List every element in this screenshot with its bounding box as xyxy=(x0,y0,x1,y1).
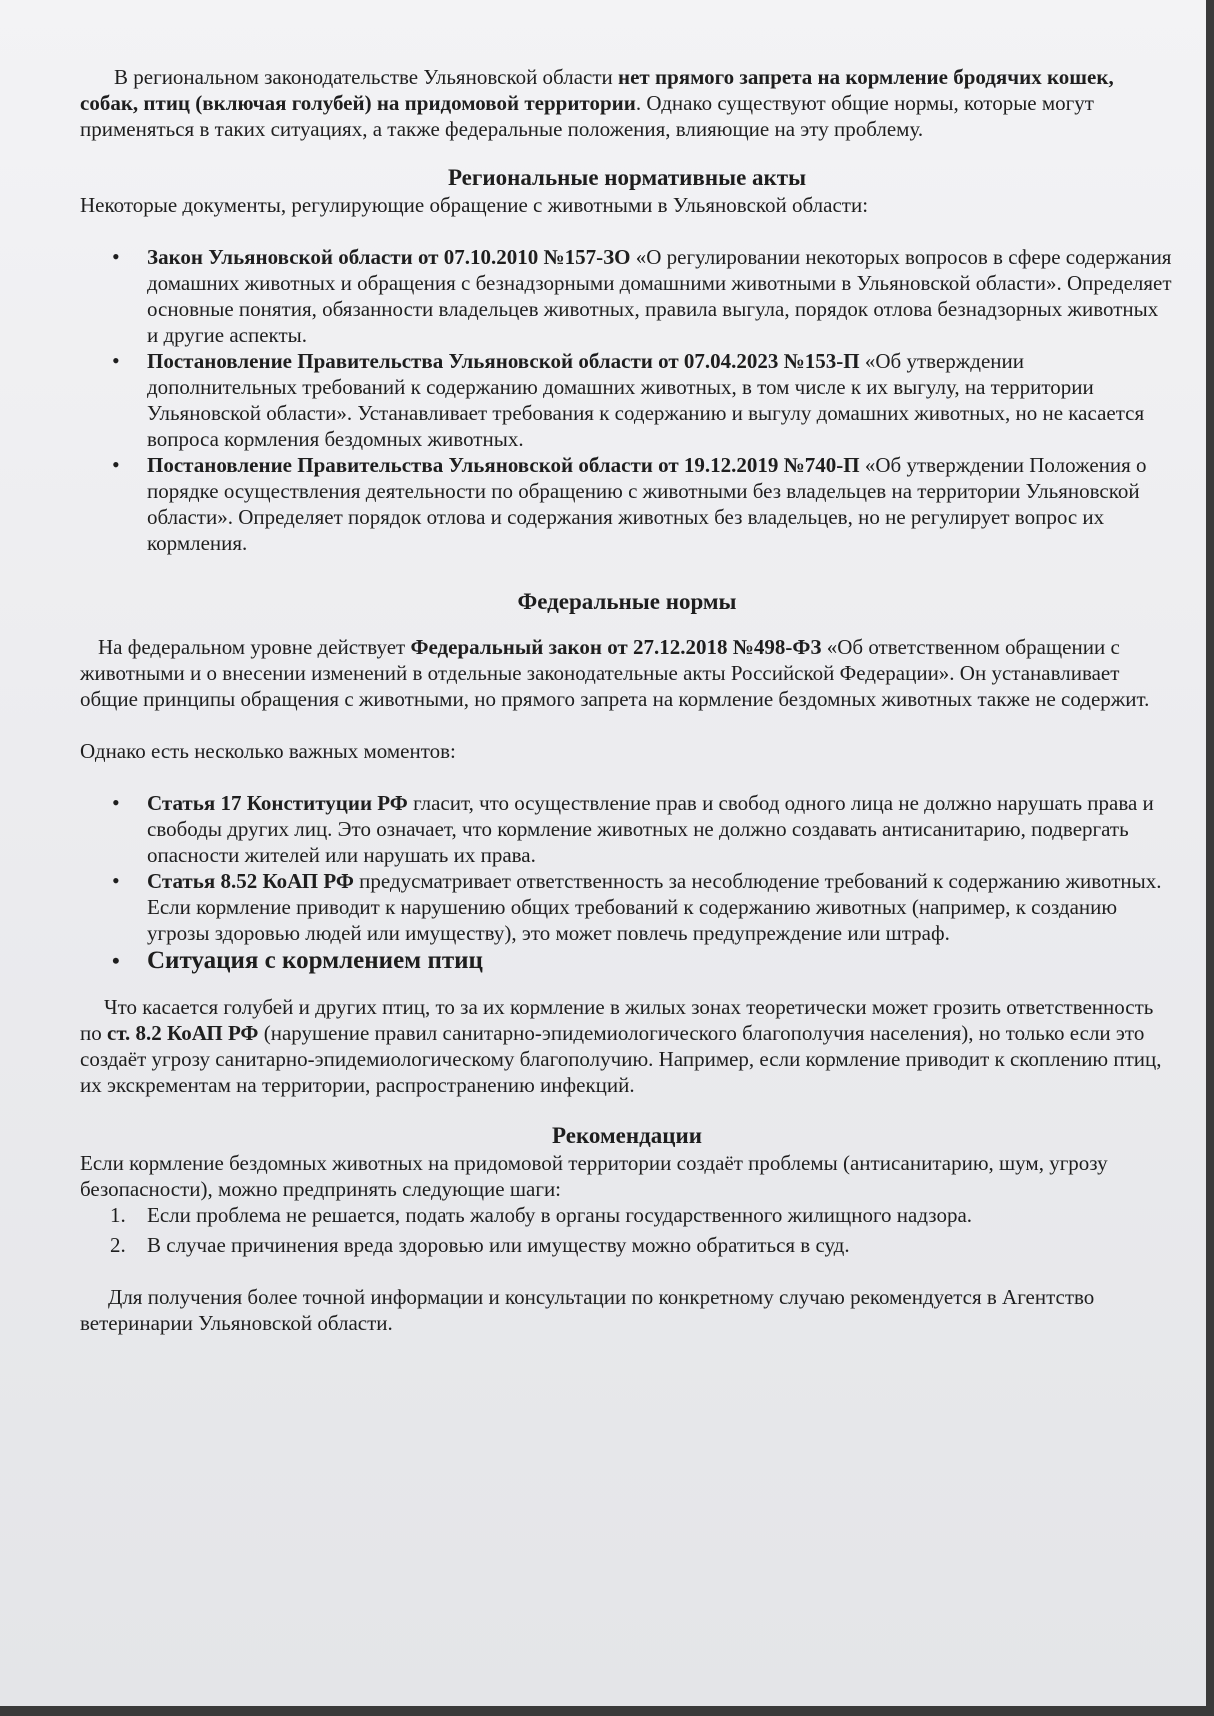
recommendations-heading: Рекомендации xyxy=(552,1123,702,1148)
birds-text-2: (нарушение правил санитарно-эпидемиологического благополучия населения), но только если это создаёт угрозу санитарно-эпидемиологическому благополучию. Например, если кормление приводит к скоплению птиц, их экскрементам на территории, распространению инфекций. xyxy=(80,1021,1162,1097)
moment-item-text: предусматривает ответственность за несоблюдение требований к содержанию животных. Если кормление приводит к нарушению общих требований к содержанию животных (например, к созданию угрозы здоровью людей или имуществу), это может повлечь предупреждение или штраф. xyxy=(147,869,1162,945)
moment-item-bold: Статья 17 Конституции РФ xyxy=(147,791,408,815)
recommendation-text: Если проблема не решается, подать жалобу в органы государственного жилищного надзора. xyxy=(147,1203,973,1227)
regional-item-text: «Об утверждении Положения о порядке осуществления деятельности по обращению с животными без владельцев на территории Ульяновской области». Определяет порядок отлова и содержания животных без владельцев, но не регулирует вопрос их кормления. xyxy=(147,453,1147,555)
moment-item xyxy=(80,790,1174,868)
moment-item-bold: Статья 8.52 КоАП РФ xyxy=(147,869,354,893)
regional-item xyxy=(80,244,1174,348)
regional-item-bold: Постановление Правительства Ульяновской области от 19.12.2019 №740-П xyxy=(147,453,860,477)
intro-bold: нет прямого запрета на кормление бродячих кошек, собак, птиц (включая голубей) на придомовой территории xyxy=(80,65,1114,115)
regional-lead: Некоторые документы, регулирующие обращение с животными в Ульяновской области: xyxy=(80,193,869,217)
federal-heading: Федеральные нормы xyxy=(517,589,737,614)
recommendation-number: 1. xyxy=(110,1203,126,1227)
recommendation-item xyxy=(80,1202,1174,1228)
regional-list xyxy=(80,244,1174,556)
intro-text-1: В региональном законодательстве Ульяновской области xyxy=(114,65,619,89)
moments-lead: Однако есть несколько важных моментов: xyxy=(80,739,456,763)
regional-item-text: «Об утверждении дополнительных требований к содержанию домашних животных, в том числе к их выгулу, на территории Ульяновской области». Устанавливает требования к содержанию и выгулу домашних животных, но не касается вопроса кормления бездомных животных. xyxy=(147,349,1145,451)
moments-list xyxy=(80,790,1174,976)
recommendation-text: В случае причинения вреда здоровью или имуществу можно обратиться в суд. xyxy=(147,1233,850,1257)
recommendation-item xyxy=(80,1232,1174,1258)
recommendation-number: 2. xyxy=(110,1233,126,1257)
recommendations-lead: Если кормление бездомных животных на придомовой территории создаёт проблемы (антисанитарию, шум, угрозу безопасности), можно предпринять следующие шаги: xyxy=(80,1151,1108,1201)
recommendations-list xyxy=(80,1202,1174,1258)
birds-heading: • Ситуация с кормлением птиц xyxy=(80,946,1174,976)
federal-bold: Федеральный закон от 27.12.2018 №498-ФЗ xyxy=(410,635,822,659)
federal-text-2: «Об ответственном обращении с животными и о внесении изменений в отдельные законодательные акты Российской Федерации». Он устанавливает общие принципы обращения с животными, но прямого запрета на кормление бездомных животных также не содержит. xyxy=(80,635,1150,711)
moment-item-text: гласит, что осуществление прав и свобод одного лица не должно нарушать права и свободы других лиц. Это означает, что кормление животных не должно создавать антисанитарию, подвергать опасности жителей или нарушать их права. xyxy=(147,791,1154,867)
birds-paragraph xyxy=(80,994,1174,1098)
birds-bold: ст. 8.2 КоАП РФ xyxy=(107,1021,259,1045)
moment-item xyxy=(80,868,1174,946)
intro-paragraph xyxy=(80,64,1174,142)
birds-text-1: Что касается голубей и других птиц, то за их кормление в жилых зонах теоретически может грозить ответственность по xyxy=(80,995,1154,1045)
regional-item xyxy=(80,348,1174,452)
closing-paragraph: Для получения более точной информации и консультации по конкретному случаю рекомендуется в Агентство ветеринарии Ульяновской области. xyxy=(80,1285,1095,1335)
regional-item-text: «О регулировании некоторых вопросов в сфере содержания домашних животных и обращения с безнадзорными домашними животными в Ульяновской области». Определяет основные понятия, обязанности владельцев животных, правила выгула, порядок отлова безнадзорных животных и другие аспекты. xyxy=(147,245,1172,347)
regional-item xyxy=(80,452,1174,556)
regional-item-bold: Закон Ульяновской области от 07.10.2010 №157-ЗО xyxy=(147,245,631,269)
federal-text-1: На федеральном уровне действует xyxy=(98,635,411,659)
intro-text-2: . Однако существуют общие нормы, которые могут применяться в таких ситуациях, а также федеральные положения, влияющие на эту проблему. xyxy=(80,91,1094,141)
regional-item-bold: Постановление Правительства Ульяновской области от 07.04.2023 №153-П xyxy=(147,349,860,373)
federal-paragraph xyxy=(80,634,1174,712)
regional-heading: Региональные нормативные акты xyxy=(447,165,807,190)
